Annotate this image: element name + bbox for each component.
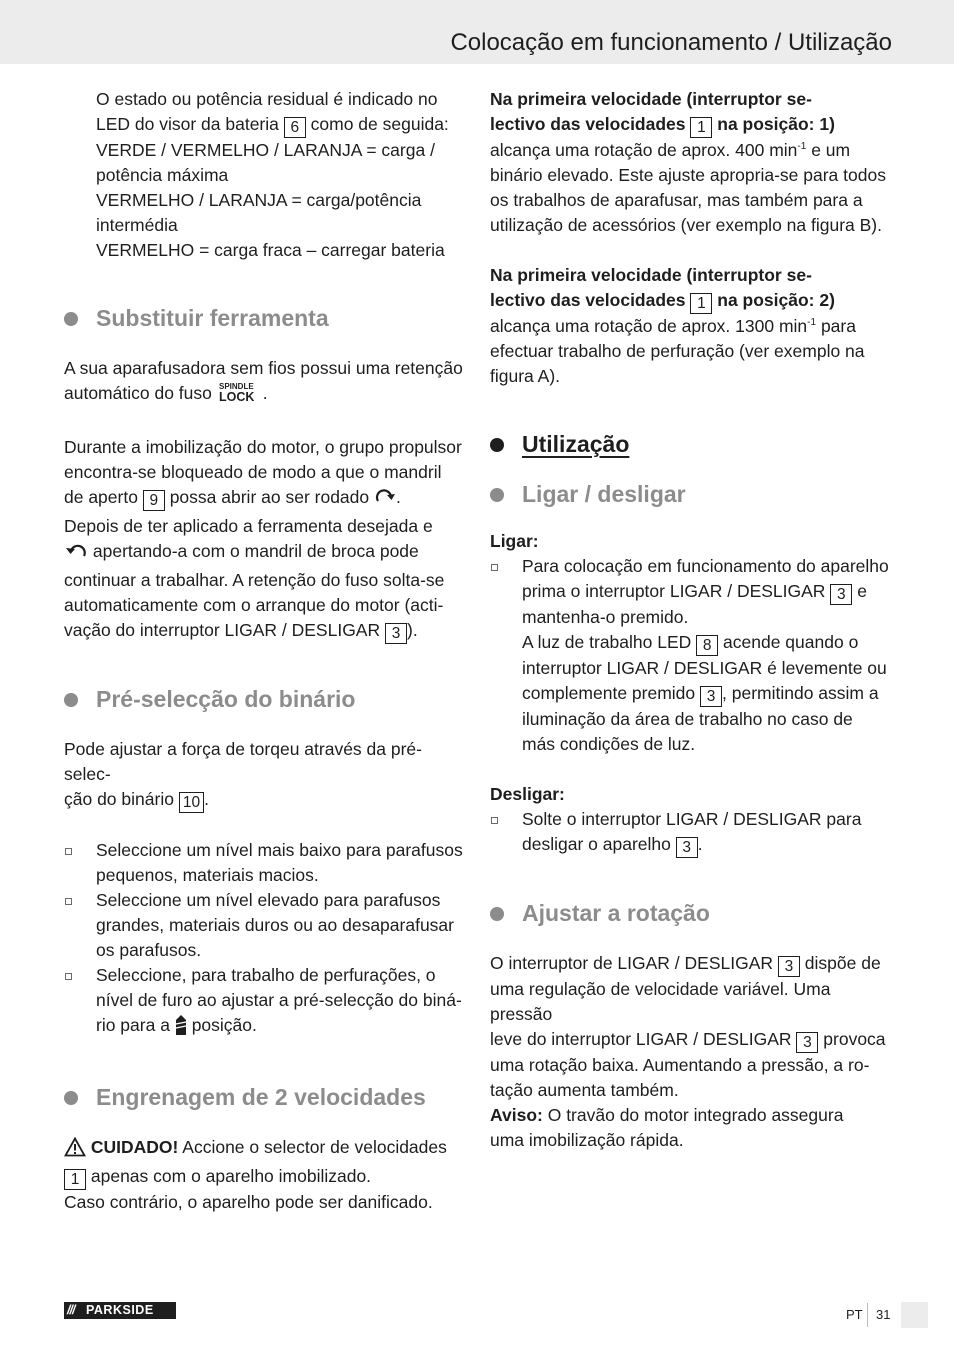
text-line: uma regulação de velocidade variável. Uma pressão xyxy=(490,979,831,1024)
text-line: efectuar trabalho de perfuração (ver exemplo na xyxy=(490,341,865,361)
section-heading-engrenagem: Engrenagem de 2 velocidades xyxy=(64,1082,466,1112)
text-line: uma rotação baixa. Aumentando a pressão, a ro- xyxy=(490,1055,870,1075)
text-line: figura A). xyxy=(490,366,561,386)
text-line: os trabalhos de aparafusar, mas também para a xyxy=(490,190,863,210)
ref-box: 3 xyxy=(700,686,722,707)
ref-box: 9 xyxy=(143,490,165,511)
spindle-lock-icon-bottom-text: LOCK xyxy=(218,390,255,403)
page-title: Colocação em funcionamento / Utilização xyxy=(450,29,892,56)
list-bullet-icon xyxy=(491,817,498,824)
text-line: O estado ou potência residual é indicado no xyxy=(96,89,438,109)
spindle-lock-icon xyxy=(217,381,263,410)
text-line: intermédia xyxy=(96,215,178,235)
ref-box: 3 xyxy=(830,584,852,605)
text-line: alcança uma rotação de aprox. 1300 $\min^{-1}$ para xyxy=(490,316,856,336)
ref-box: 8 xyxy=(696,635,718,656)
text-line: automaticamente com o arranque do motor (acti- xyxy=(64,595,444,615)
list-bullet-icon xyxy=(491,564,498,571)
list-item: Seleccione, para trabalho de perfurações, o nível de furo ao ajustar a pré-selecção do biná- rio para a posição. xyxy=(64,963,466,1042)
footer-language: PT xyxy=(846,1307,863,1322)
text-line: potência máxima xyxy=(96,165,229,185)
text-line: Na primeira velocidade (interruptor se- xyxy=(490,89,812,109)
right-column xyxy=(490,87,892,1153)
bullet-dot-icon xyxy=(64,312,78,326)
text-line: de aperto 9 possa abrir ao ser rodado . xyxy=(64,485,466,514)
text-line: continuar a trabalhar. A retenção do fuso solta-se xyxy=(64,570,445,590)
spindle-lock-icon-top-text: SPINDLE xyxy=(218,382,254,391)
text-line: Durante a imobilização do motor, o grupo propulsor xyxy=(64,437,462,457)
subheading-desligar: Desligar: xyxy=(490,784,565,804)
ref-box: 1 xyxy=(64,1169,86,1190)
left-column xyxy=(64,87,466,1215)
text-line: Na primeira velocidade (interruptor se- xyxy=(490,265,812,285)
text-line: VERMELHO = carga fraca – carregar bateria xyxy=(96,240,445,260)
section-heading-binario: Pré-selecção do binário xyxy=(64,684,466,714)
page-header xyxy=(0,0,954,64)
text-line: Caso contrário, o aparelho pode ser danificado. xyxy=(64,1192,433,1212)
text-line: alcança uma rotação de aprox. 400 $\min^{-1} e$ um xyxy=(490,140,851,160)
warning-triangle-icon xyxy=(64,1137,86,1164)
bullet-dot-icon xyxy=(64,1091,78,1105)
ref-box: 3 xyxy=(796,1032,818,1053)
page-number: 31 xyxy=(876,1307,891,1322)
text-line: automático do fuso SPINDLE LOCK . xyxy=(64,381,466,410)
text-line: Pode ajustar a força de torqeu através da pré-selec- xyxy=(64,739,422,784)
ref-box: 1 xyxy=(690,293,712,314)
text-line: leve do interruptor LIGAR / DESLIGAR 3 provoca xyxy=(490,1029,886,1051)
text-line: O interruptor de LIGAR / DESLIGAR 3 dispõe de xyxy=(490,953,881,975)
text-line: encontra-se bloqueado de modo a que o mandril xyxy=(64,462,442,482)
list-bullet-icon xyxy=(65,973,72,980)
ref-box: 3 xyxy=(778,956,800,977)
list-bullet-icon xyxy=(65,848,72,855)
section-heading-substituir: Substituir ferramenta xyxy=(64,303,466,333)
ref-box: 3 xyxy=(385,623,407,644)
list-item: Seleccione um nível elevado para parafusos grandes, materiais duros ou ao desaparafusar os parafusos. xyxy=(64,888,466,963)
text-line: Aviso: O travão do motor integrado assegura xyxy=(490,1105,844,1125)
text-line: 1 apenas com o aparelho imobilizado. xyxy=(64,1164,466,1190)
section-heading-utilizacao: Utilização xyxy=(490,429,892,459)
text-line: binário elevado. Este ajuste apropria-se para todos xyxy=(490,165,886,185)
text-line: vação do interruptor LIGAR / DESLIGAR 3 ). xyxy=(64,620,418,642)
bullet-dot-icon xyxy=(490,438,504,452)
list-item: Solte o interruptor LIGAR / DESLIGAR para desligar o aparelho 3 . xyxy=(490,807,892,858)
bullet-dot-icon xyxy=(490,488,504,502)
rotate-counterclockwise-icon xyxy=(64,541,88,568)
section-heading-rotacao: Ajustar a rotação xyxy=(490,898,892,928)
parkside-logo: /// PARKSIDE xyxy=(64,1302,176,1319)
footer-divider xyxy=(867,1303,868,1327)
text-line: LED do visor da bateria 6 como de seguida: xyxy=(96,114,449,136)
text-line: VERMELHO / LARANJA = carga/potência xyxy=(96,190,422,210)
list-item: Seleccione um nível mais baixo para parafusos pequenos, materiais macios. xyxy=(64,838,466,888)
rotate-clockwise-icon xyxy=(374,487,396,514)
list-item: Para colocação em funcionamento do aparelho prima o interruptor LIGAR / DESLIGAR 3 e mantenha-o premido. A luz de trabalho LED 8 acende quando o interruptor LIGAR / DESLIGAR é levemente ou complemente premido 3 , permitindo assim a iluminação da área de trabalho no caso de más condições de luz. xyxy=(490,554,892,757)
battery-status-text xyxy=(64,87,466,263)
section-heading-ligar-desligar: Ligar / desligar xyxy=(490,479,892,509)
drill-mode-icon xyxy=(175,1015,187,1042)
list-bullet-icon xyxy=(65,898,72,905)
ref-box: 10 xyxy=(179,792,204,813)
ref-box: 6 xyxy=(284,117,306,138)
text-line: apertando-a com o mandril de broca pode xyxy=(64,539,466,568)
text-line: VERDE / VERMELHO / LARANJA = carga / xyxy=(96,140,435,160)
footer-tab xyxy=(901,1302,928,1328)
ref-box: 3 xyxy=(676,837,698,858)
text-line: uma imobilização rápida. xyxy=(490,1130,684,1150)
bullet-dot-icon xyxy=(64,693,78,707)
text-line: A sua aparafusadora sem fios possui uma retenção xyxy=(64,358,463,378)
text-line: tação aumenta também. xyxy=(490,1080,679,1100)
text-line: lectivo das velocidades 1 na posição: 1) xyxy=(490,114,835,136)
subheading-ligar: Ligar: xyxy=(490,531,539,551)
ref-box: 1 xyxy=(690,117,712,138)
text-line: CUIDADO! Accione o selector de velocidades xyxy=(64,1135,466,1164)
text-line: ção do binário 10 . xyxy=(64,789,209,811)
text-line: lectivo das velocidades 1 na posição: 2) xyxy=(490,290,835,312)
text-line: utilização de acessórios (ver exemplo na figura B). xyxy=(490,215,882,235)
bullet-dot-icon xyxy=(490,907,504,921)
text-line: Depois de ter aplicado a ferramenta desejada e xyxy=(64,516,433,536)
